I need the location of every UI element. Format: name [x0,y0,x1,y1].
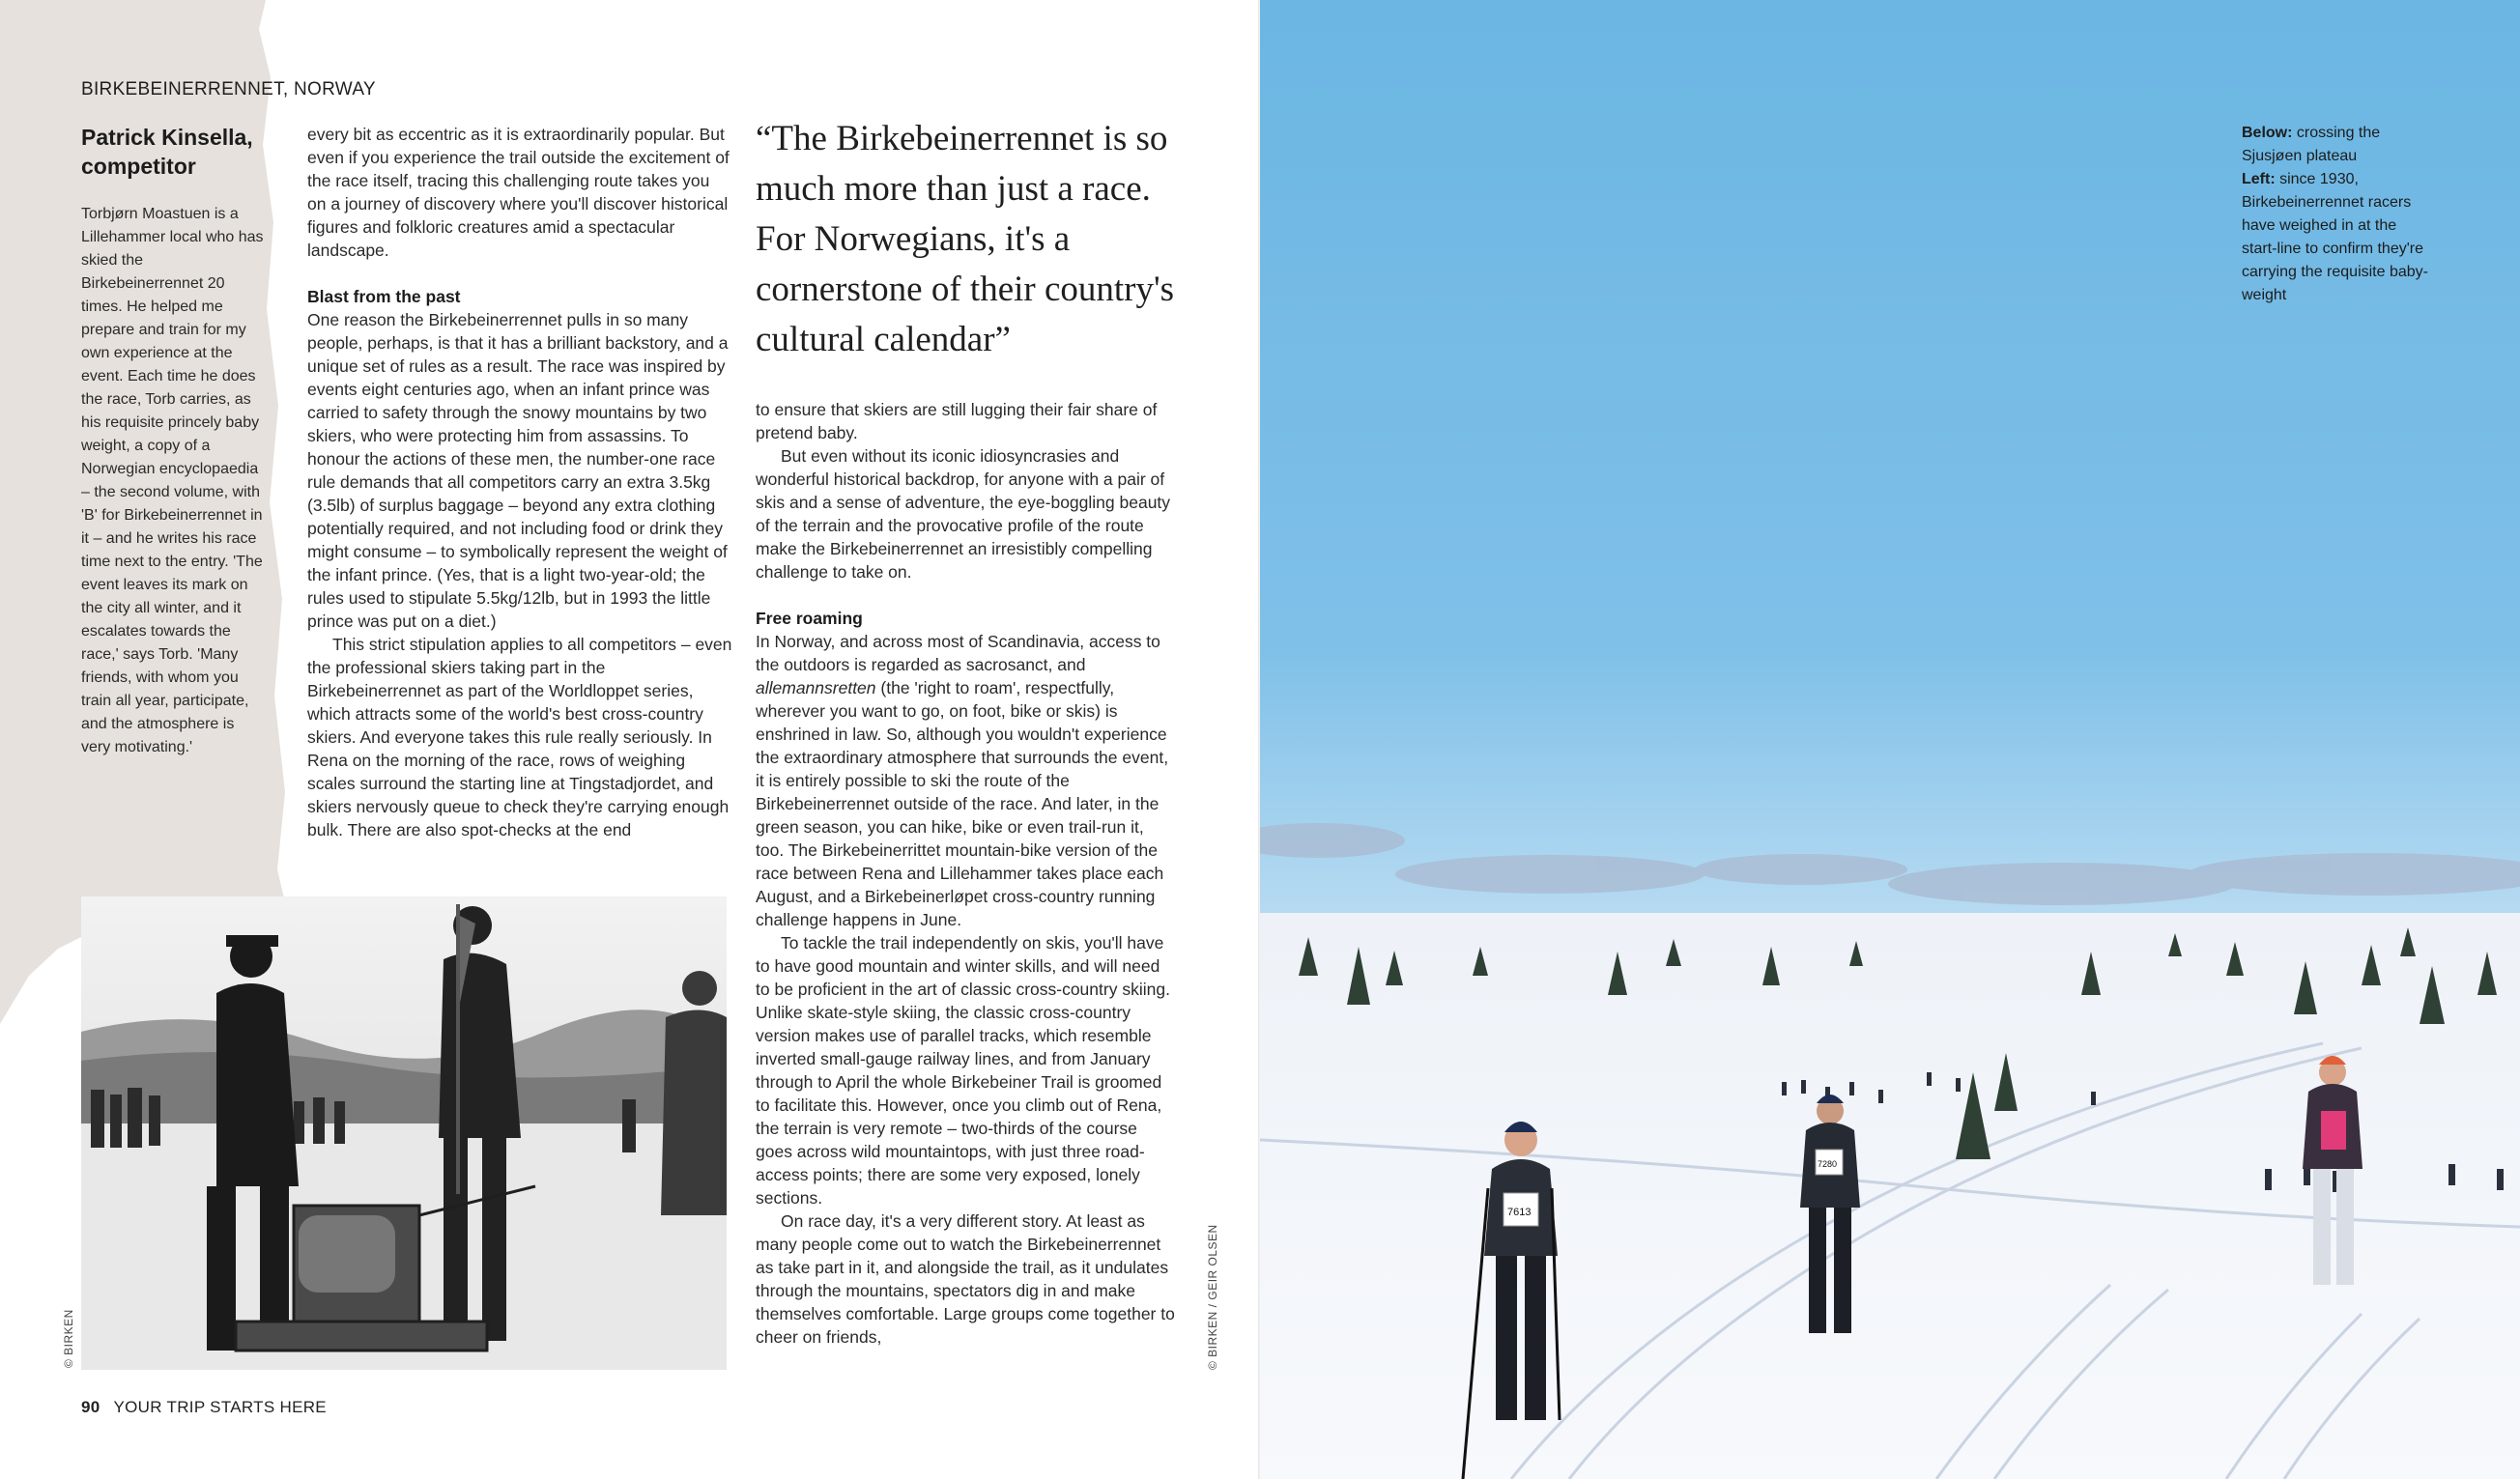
caption-label: Below: [2242,125,2293,141]
section-kicker: BIRKEBEINERRENNET, NORWAY [81,79,376,100]
intro-paragraph: every bit as eccentric as it is extraordinarily popular. But even if you experience the trail outside the excitement of the race itself, tracing this challenging route takes you on a journey of discovery where you'll discover historical figures and folkloric creatures amid a spectacular landscape. [307,125,730,260]
body-paragraph: To tackle the trail independently on skis, you'll have to have good mountain and winter skills, and will need to be proficient in the art of classic cross-country skiing. Unlike skate-style skiing, the classic cross-country version makes use of parallel tracks, which resemble inverted small-gauge railway lines, and from January through to April the whole Birkebeiner Trail is groomed to facilitate this. However, once you climb out of Rena, the terrain is very remote – two-thirds of the course goes across wild mountaintops, with just three road-access points; there are some very exposed, lonely sections. [756,933,1170,1208]
right-page [1260,0,2520,1479]
caption-text: crossing the Sjusjøen plateau [2242,125,2381,164]
photo-caption [2242,122,2435,307]
page-number: 90 [81,1398,100,1416]
photo-credit: © BIRKEN / GEIR OLSEN [1206,1224,1219,1370]
photo-credit: © BIRKEN [62,1309,75,1368]
footer-label: YOUR TRIP STARTS HERE [113,1398,327,1416]
italic-term: allemannsretten [756,678,876,697]
body-paragraph: This strict stipulation applies to all competitors – even the professional skiers taking part in the Birkebeinerrennet as part of the Worldloppet series, which attracts some of the world's best cross-country skiers. And everyone takes this rule really seriously. In Rena on the morning of the race, rows of weighing scales surround the starting line at Tingstadjordet, and skiers nervously queue to check they're carrying enough bulk. There are also spot-checks at the end [307,635,732,839]
race-bib: 7613 [1507,1207,1532,1218]
sidebar-heading: Patrick Kinsella, competitor [81,125,253,179]
caption-text: since 1930, Birkebeinerrennet racers have weighed in at the start-line to confirm they're carrying the requisite baby-weight [2242,171,2428,303]
body-paragraph [756,630,1175,931]
pull-quote: “The Birkebeinerrennet is so much more than just a race. For Norwegians, it's a cornerstone of their country's cultural calendar” [756,119,1175,359]
text-run: (the 'right to roam', respectfully, wherever you want to go, on foot, bike or skis) is enshrined in law. So, although you wouldn't experience the extraordinary atmosphere that surrounds the event, it is entirely possible to ski the route of the Birkebeinerrennet outside of the race. And later, in the green season, you can hike, bike or even trail-run it, too. The Birkebeinerrittet mountain-bike version of the race between Rena and Lillehammer takes place each August, and a Birkebeinerløpet cross-country running challenge happens in June. [756,678,1169,929]
historical-weigh-in-photo [81,896,727,1370]
article-column-2 [756,398,1175,1349]
article-column-1 [307,123,732,841]
race-bib: 7280 [1818,1159,1838,1169]
caption-label: Left: [2242,171,2276,187]
body-paragraph: On race day, it's a very different story. At least as many people come out to watch the Birkebeinerrennet as take part in it, and alongside the trail, as it undulates through the mountains, spectators dig in and make themselves comfortable. Large groups come together to cheer on friends, [756,1211,1175,1347]
subheading-free-roaming: Free roaming [756,609,863,628]
subheading-blast-from-the-past: Blast from the past [307,287,461,306]
page-footer [81,1398,327,1417]
body-paragraph: One reason the Birkebeinerrennet pulls in so many people, perhaps, is that it has a brilliant backstory, and a unique set of rules as a result. The race was inspired by events eight centuries ago, when an infant prince was carried to safety through the snowy mountains by two skiers, who were protecting him from assassins. To honour the actions of these men, the number-one race rule demands that all competitors carry an extra 3.5kg (3.5lb) of surplus baggage – beyond any extra clothing potentially required, and not including food or drink they might consume – to symbolically represent the weight of the infant prince. (Yes, that is a light two-year-old; the rules used to stipulate 5.5kg/12lb, but in 1993 the little prince was put on a diet.) [307,310,729,631]
text-run: In Norway, and across most of Scandinavia, access to the outdoors is regarded as sacrosanct, and [756,632,1160,674]
body-paragraph: to ensure that skiers are still lugging their fair share of pretend baby. [756,400,1158,442]
sidebar-body: Torbjørn Moastuen is a Lillehammer local who has skied the Birkebeinerrennet 20 times. He helped me prepare and train for my own experience at the event. Each time he does the race, Torb carries, as his requisite princely baby weight, a copy of a Norwegian encyclopaedia – the second volume, with 'B' for Birkebeinerrennet in it – and he writes his race time next to the entry. 'The event leaves its mark on the city all winter, and it escalates towards the race,' says Torb. 'Many friends, with whom you train all year, participate, and the atmosphere is very motivating.' [81,206,264,755]
body-paragraph: But even without its iconic idiosyncrasies and wonderful historical backdrop, for anyone with a pair of skis and a sense of adventure, the eye-boggling beauty of the terrain and the provocative profile of the route make the Birkebeinerrennet an irresistibly compelling challenge to take on. [756,446,1171,582]
